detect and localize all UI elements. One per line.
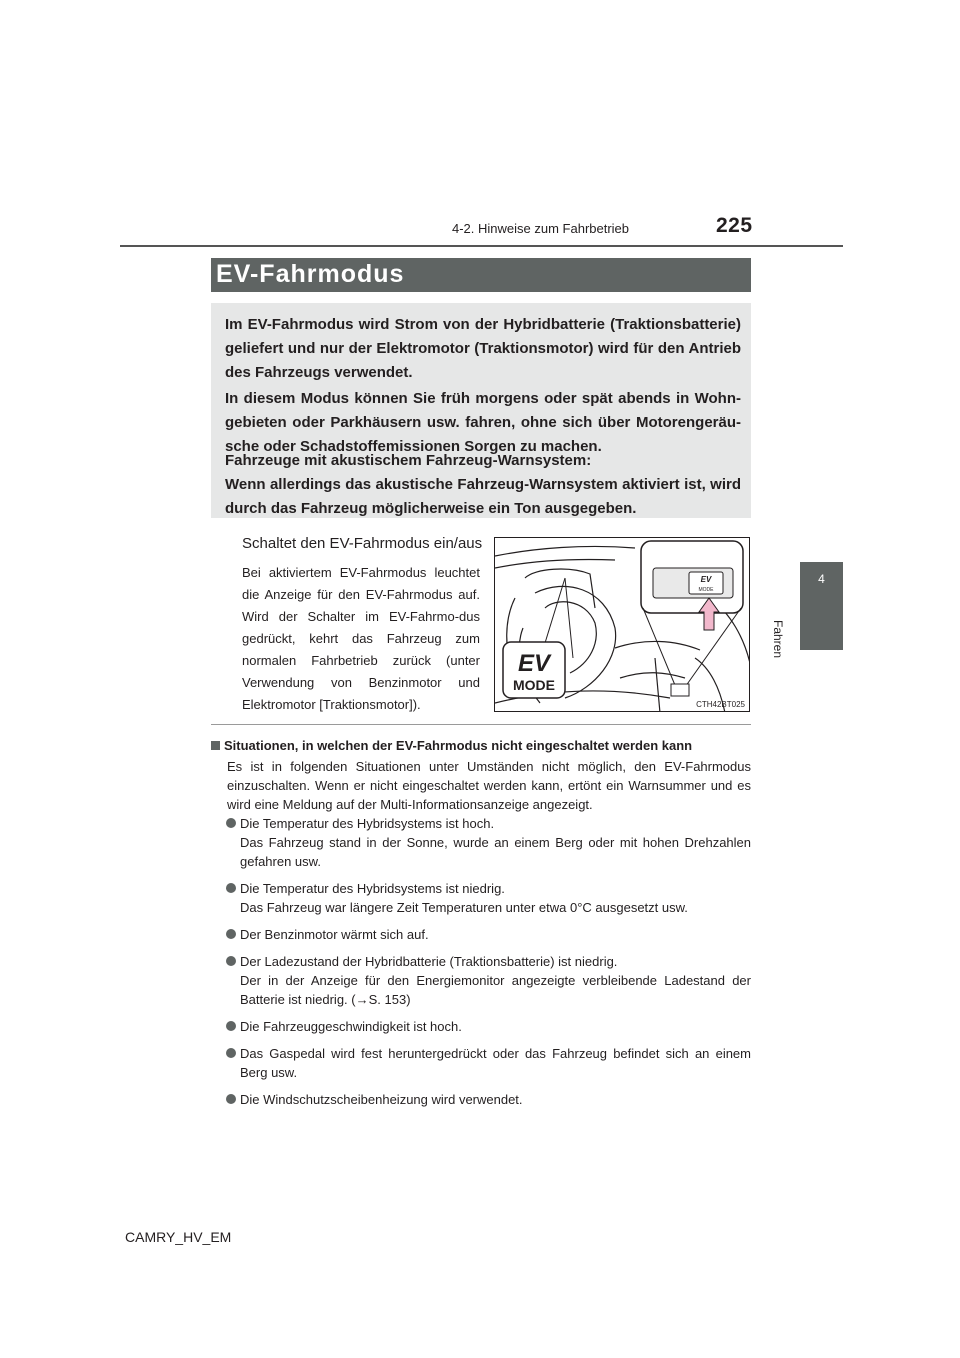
intro-box — [211, 303, 751, 518]
bullet-dot-icon — [226, 1094, 236, 1104]
list-item — [226, 925, 751, 944]
mode-button-label: MODE — [513, 677, 555, 693]
bullet-dot-icon — [226, 1048, 236, 1058]
list-item-title: Der Ladezustand der Hybridbatterie (Traktionsbatterie) ist niedrig. — [240, 954, 618, 969]
bullet-dot-icon — [226, 956, 236, 966]
bullet-dot-icon — [226, 818, 236, 828]
section-reference: 4-2. Hinweise zum Fahrbetrieb — [452, 221, 630, 236]
list-item-title: Die Windschutzscheibenheizung wird verwendet. — [240, 1092, 523, 1107]
ev-mode-illustration — [494, 537, 750, 712]
list-item-title: Das Gaspedal wird fest heruntergedrückt oder das Fahrzeug befindet sich an einem Berg usw. — [240, 1046, 751, 1080]
manual-code: CAMRY_HV_EM — [125, 1229, 232, 1245]
list-item — [226, 1090, 751, 1109]
bullet-dot-icon — [226, 929, 236, 939]
bullet-dot-icon — [226, 883, 236, 893]
list-item — [226, 814, 751, 871]
header-divider — [120, 245, 843, 247]
list-item-detail: Das Fahrzeug stand in der Sonne, wurde an einem Berg oder mit hohen Drehzahlen gefahren usw. — [240, 835, 751, 869]
situations-list — [226, 814, 751, 1117]
list-item-title: Die Temperatur des Hybridsystems ist niedrig. — [240, 881, 505, 896]
situations-intro: Es ist in folgenden Situationen unter Umständen nicht möglich, den EV-Fahrmodus einzuschalten. Wenn er nicht eingeschaltet werden kann, ertönt ein Warnsummer und es wird eine Meldung auf der Multi-Informationsanzeige angezeigt. — [227, 759, 751, 812]
figure-caption-body: Bei aktiviertem EV-Fahrmodus leuchtet die Anzeige für den EV-Fahrmodus auf. Wird der Schalter im EV-Fahrmo-dus gedrückt, kehrt das Fahrzeug zum normalen Fahrbetrieb zurück (unter Verwendung von Benzinmotor und Elektromotor [Traktionsmotor]). — [242, 565, 480, 712]
list-item-detail: Das Fahrzeug war längere Zeit Temperaturen unter etwa 0°C ausgesetzt usw. — [240, 900, 688, 915]
situations-heading-text: Situationen, in welchen der EV-Fahrmodus nicht eingeschaltet werden kann — [224, 738, 693, 753]
intro-paragraph-3-body: Wenn allerdings das akustische Fahrzeug-Warnsystem aktiviert ist, wird durch das Fahrzeug möglicherweise ein Ton ausgegeben. — [225, 476, 741, 517]
list-item-detail: Der in der Anzeige für den Energiemonitor angezeigte verbleibende Ladestand der Batterie ist niedrig. (→S. 153) — [240, 973, 751, 1007]
figure-caption-title: Schaltet den EV-Fahrmodus ein/aus — [242, 535, 483, 552]
ev-button-label: EV — [517, 650, 551, 677]
small-ev-label: EV — [700, 575, 712, 584]
list-item — [226, 879, 751, 917]
intro-paragraph-1: Im EV-Fahrmodus wird Strom von der Hybridbatterie (Traktionsbatterie) geliefert und nur der Elektromotor (Traktionsmotor) wird für den Antrieb des Fahrzeugs verwendet. — [225, 316, 741, 381]
square-bullet-icon — [211, 741, 220, 750]
dashboard-drawing — [495, 538, 750, 712]
page-title: EV-Fahrmodus — [216, 260, 405, 288]
chapter-label: Fahren — [771, 620, 785, 659]
small-mode-label: MODE — [698, 587, 714, 593]
list-item-title: Der Benzinmotor wärmt sich auf. — [240, 927, 429, 942]
chapter-number: 4 — [818, 572, 825, 586]
page-number: 225 — [716, 214, 753, 237]
situations-heading — [211, 738, 692, 753]
bullet-dot-icon — [226, 1021, 236, 1031]
intro-paragraph-2: In diesem Modus können Sie früh morgens oder spät abends in Wohn-gebieten oder Parkhäusern usw. fahren, ohne sich über Motorengeräu-sche oder Schadstoffemissionen Sorgen zu machen. — [225, 390, 741, 455]
list-item-title: Die Temperatur des Hybridsystems ist hoch. — [240, 816, 495, 831]
section-divider — [211, 724, 751, 725]
list-item — [226, 1017, 751, 1036]
intro-paragraph-3-heading: Fahrzeuge mit akustischem Fahrzeug-Warnsystem: — [225, 452, 592, 469]
list-item — [226, 952, 751, 1009]
list-item — [226, 1044, 751, 1082]
image-code: CTH42BT025 — [696, 700, 745, 709]
list-item-title: Die Fahrzeuggeschwindigkeit ist hoch. — [240, 1019, 462, 1034]
